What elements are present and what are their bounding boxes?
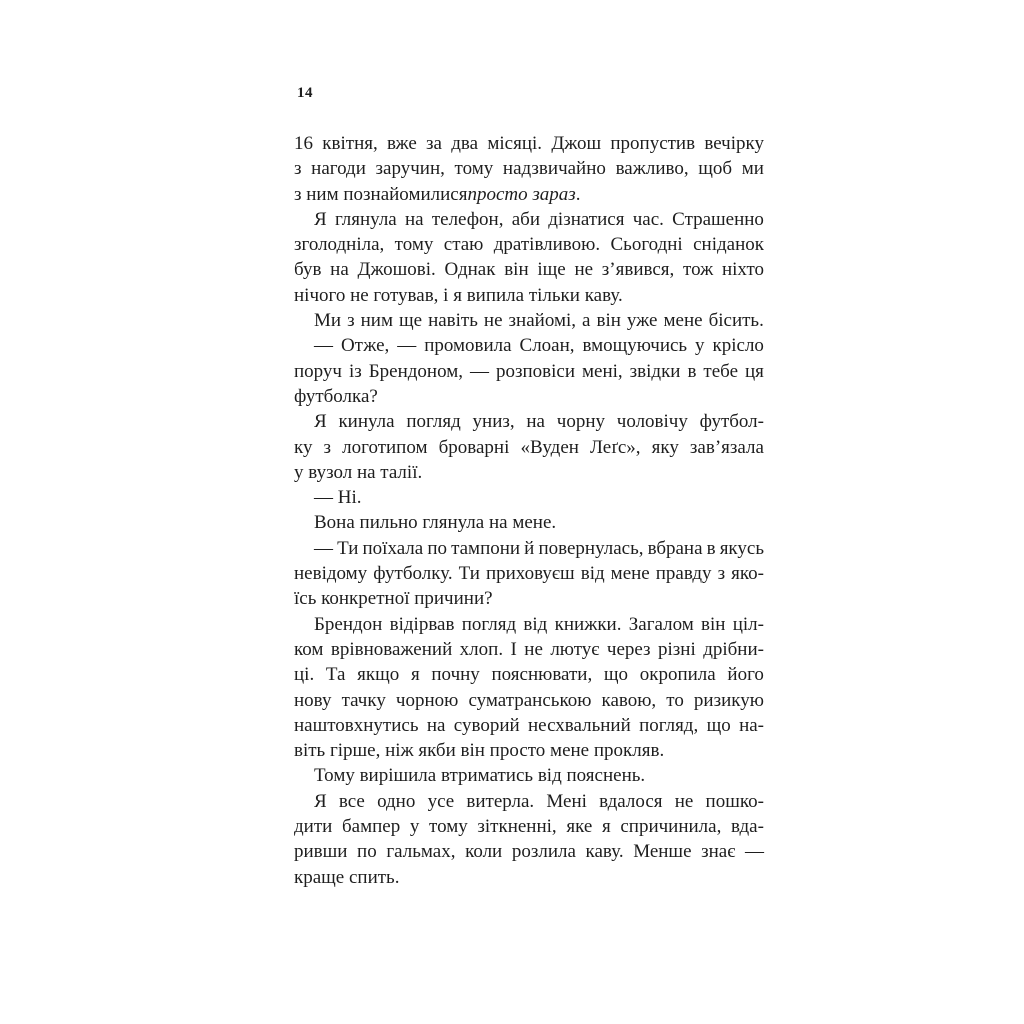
word: гальмах, (386, 841, 456, 863)
text-line (294, 662, 764, 687)
word: вбрана (647, 537, 703, 559)
word: Менше (633, 841, 692, 863)
text-line (294, 763, 764, 788)
word: на (526, 411, 545, 433)
text-segment: їсь конкретної причини? (294, 588, 493, 610)
word: вдалося (599, 790, 663, 812)
word: суворий (453, 714, 520, 736)
text-line (294, 257, 764, 282)
word: кавою, (601, 689, 657, 711)
text-line (294, 207, 764, 232)
word: пояснювати, (491, 664, 593, 686)
word: суматранською (468, 689, 592, 711)
word: від (523, 613, 548, 635)
word: почну (431, 664, 480, 686)
word: ми (741, 158, 764, 180)
word: пропустив (610, 133, 696, 154)
word: Отже, (340, 335, 390, 357)
word: зав’язала (689, 436, 764, 458)
word: невідому (294, 563, 368, 585)
word: крісло (712, 335, 764, 357)
text-line (294, 232, 764, 257)
text-segment: — Ні. (314, 487, 362, 509)
word: спричинила, (620, 816, 722, 838)
word: Брендоном, (368, 360, 464, 382)
text-line (294, 308, 764, 333)
word: вже (387, 133, 417, 154)
word: ця (745, 360, 764, 382)
word: заручин, (375, 158, 445, 180)
word: тому (454, 158, 494, 180)
word: що (603, 664, 629, 686)
word: — (314, 335, 333, 357)
text-segment: нічого не готував, і я випила тільки каву. (294, 284, 623, 306)
word: я (601, 816, 611, 838)
word: тож (683, 259, 714, 281)
word: врівноважений (330, 638, 453, 660)
word: на (404, 208, 424, 230)
word: стаю (443, 234, 484, 256)
word: телефон, (431, 208, 504, 230)
word: чоловічу (616, 411, 688, 433)
word: лютує (550, 638, 600, 660)
text-segment: Тому вирішила втриматись від пояснень. (314, 765, 646, 787)
body-text-block (294, 131, 764, 890)
word: книжки. (554, 613, 622, 635)
word: іще (537, 259, 566, 281)
word: несхвальний (528, 714, 631, 736)
word: І (510, 638, 517, 660)
word: — (744, 841, 764, 863)
word: Ми (314, 310, 342, 332)
word: нову (294, 689, 332, 711)
word: дратівливою. (493, 234, 601, 256)
text-line (294, 865, 764, 890)
word: на- (739, 714, 764, 736)
text-line (294, 586, 764, 611)
word: мене (610, 563, 650, 585)
word: приховуєш (485, 563, 575, 585)
word: одно (377, 790, 416, 812)
word: ціл- (732, 613, 764, 635)
word: глянула (334, 208, 397, 230)
text-line (294, 688, 764, 713)
text-line (294, 384, 764, 409)
text-line (294, 561, 764, 586)
word: усе (427, 790, 455, 812)
word: по (357, 841, 377, 863)
word: тебе (703, 360, 739, 382)
word: наштовхнутись (294, 714, 419, 736)
word: на (426, 714, 446, 736)
word: ці. (294, 664, 315, 686)
word: ком (294, 638, 324, 660)
text-line (294, 814, 764, 839)
word: кинула (338, 411, 395, 433)
word: час. (632, 208, 664, 230)
word: «Вуден (520, 436, 579, 458)
word: то (666, 689, 684, 711)
text-segment: Вона пильно глянула на мене. (314, 512, 557, 534)
word: ним (360, 310, 393, 332)
word: знайомі, (508, 310, 577, 332)
word: Загалом (628, 613, 694, 635)
word: й (524, 537, 535, 559)
word: тампони (451, 537, 521, 559)
word: — (314, 537, 333, 559)
word: Я (314, 411, 327, 433)
text-segment: з ним познайомилися (294, 183, 468, 205)
word: чорною (395, 689, 459, 711)
word: Я (314, 790, 327, 812)
word: по (427, 537, 447, 559)
text-line (294, 333, 764, 358)
word: яку (651, 436, 679, 458)
word: у (695, 335, 705, 357)
word: з (347, 310, 355, 332)
word: бампер (341, 816, 401, 838)
word: нагоди (311, 158, 366, 180)
word: логотипом (342, 436, 428, 458)
word: Ти (458, 563, 480, 585)
word: пошко- (705, 790, 764, 812)
word: за (426, 133, 442, 154)
word: місяці. (487, 133, 543, 154)
word: із (348, 360, 362, 382)
word: тачку (341, 689, 386, 711)
word: вда- (731, 816, 764, 838)
word: його (727, 664, 764, 686)
word: надзвичайно (502, 158, 606, 180)
word: вечірку (704, 133, 764, 154)
word: з (294, 158, 302, 180)
word: два (451, 133, 479, 154)
word: яке (566, 816, 593, 838)
word: я (410, 664, 420, 686)
word: хлоп. (459, 638, 504, 660)
text-segment: віть гірше, ніж якби він просто мене прокляв. (294, 740, 665, 762)
word: витерла. (466, 790, 535, 812)
word: знає (701, 841, 736, 863)
word: різні (658, 638, 696, 660)
text-line (294, 637, 764, 662)
text-segment: футболка? (294, 385, 378, 407)
word: ризикую (693, 689, 764, 711)
word: розлила (511, 841, 576, 863)
word: окропила (639, 664, 716, 686)
text-line (294, 359, 764, 384)
word: навіть (428, 310, 478, 332)
word: аби (511, 208, 540, 230)
word: чорну (556, 411, 605, 433)
word: Та (325, 664, 346, 686)
word: Слоан, (519, 335, 575, 357)
text-line (294, 156, 764, 181)
page-number: 14 (297, 85, 313, 101)
text-line (294, 789, 764, 814)
italic-phrase: просто зараз (467, 183, 576, 205)
text-line (294, 612, 764, 637)
text-line (294, 409, 764, 434)
word: поїхала (362, 537, 424, 559)
word: Леґс», (590, 436, 641, 458)
word: Мені (546, 790, 587, 812)
text-line (294, 131, 764, 156)
word: Сьогодні (610, 234, 683, 256)
word: сніданок (693, 234, 764, 256)
word: коли (465, 841, 503, 863)
word: — (470, 360, 489, 382)
word: Однак (444, 259, 496, 281)
word: Джошові. (357, 259, 436, 281)
word: дізнатися (548, 208, 625, 230)
text-segment: у вузол на талії. (294, 461, 423, 483)
word: уже (626, 310, 658, 332)
word: Джош (551, 133, 602, 154)
word: в (687, 360, 697, 382)
word: з’явився, (601, 259, 675, 281)
text-line (294, 283, 764, 308)
word: яко- (731, 563, 764, 585)
word: каву. (585, 841, 624, 863)
text-line (294, 839, 764, 864)
word: погляд, (639, 714, 699, 736)
word: дити (294, 816, 333, 838)
word: у (409, 816, 420, 838)
word: вмощуючись (582, 335, 688, 357)
word: повернулась, (538, 537, 644, 559)
word: в (706, 537, 716, 559)
text-line (294, 182, 764, 207)
word: не (574, 259, 594, 281)
word: мені, (582, 360, 623, 382)
word: промовила (424, 335, 512, 357)
text-line (294, 536, 764, 561)
text-line (294, 738, 764, 763)
word: ривши (294, 841, 348, 863)
word: — (397, 335, 417, 357)
word: на (330, 259, 349, 281)
word: він (504, 259, 529, 281)
word: бісить. (708, 310, 764, 332)
word: від (580, 563, 605, 585)
word: 16 (294, 133, 313, 154)
word: Ти (337, 537, 359, 559)
text-segment: . (575, 183, 581, 205)
word: через (606, 638, 651, 660)
word: ще (398, 310, 423, 332)
word: не (524, 638, 543, 660)
word: Брендон (314, 613, 383, 635)
word: поруч (294, 360, 342, 382)
word: відірвав (389, 613, 455, 635)
word: броварні (438, 436, 510, 458)
word: квітня, (322, 133, 378, 154)
word: униз, (472, 411, 515, 433)
word: дрібни- (703, 638, 764, 660)
word: що (706, 714, 731, 736)
word: тому (429, 816, 468, 838)
word: а (582, 310, 591, 332)
word: Я (314, 208, 327, 230)
word: ніхто (721, 259, 764, 281)
word: щоб (698, 158, 733, 180)
word: все (338, 790, 365, 812)
word: якщо (357, 664, 400, 686)
text-line (294, 510, 764, 535)
word: не (674, 790, 694, 812)
word: він (596, 310, 621, 332)
word: ку (294, 436, 313, 458)
word: правду (655, 563, 712, 585)
text-line (294, 485, 764, 510)
word: футбол- (699, 411, 764, 433)
text-line (294, 435, 764, 460)
word: з (323, 436, 332, 458)
text-line (294, 460, 764, 485)
word: футболку. (373, 563, 453, 585)
word: мене (663, 310, 703, 332)
word: був (294, 259, 322, 281)
word: звідки (629, 360, 681, 382)
word: Страшенно (672, 208, 764, 230)
word: важливо, (615, 158, 689, 180)
word: тому (394, 234, 434, 256)
word: погляд (461, 613, 517, 635)
text-line (294, 713, 764, 738)
word: якусь (719, 537, 764, 559)
word: з (717, 563, 726, 585)
word: зголодніла, (294, 234, 385, 256)
word: зіткненні, (477, 816, 557, 838)
word: погляд (406, 411, 461, 433)
word: він (701, 613, 726, 635)
word: розповіси (495, 360, 576, 382)
text-segment: краще спить. (294, 866, 400, 888)
word: не (483, 310, 503, 332)
